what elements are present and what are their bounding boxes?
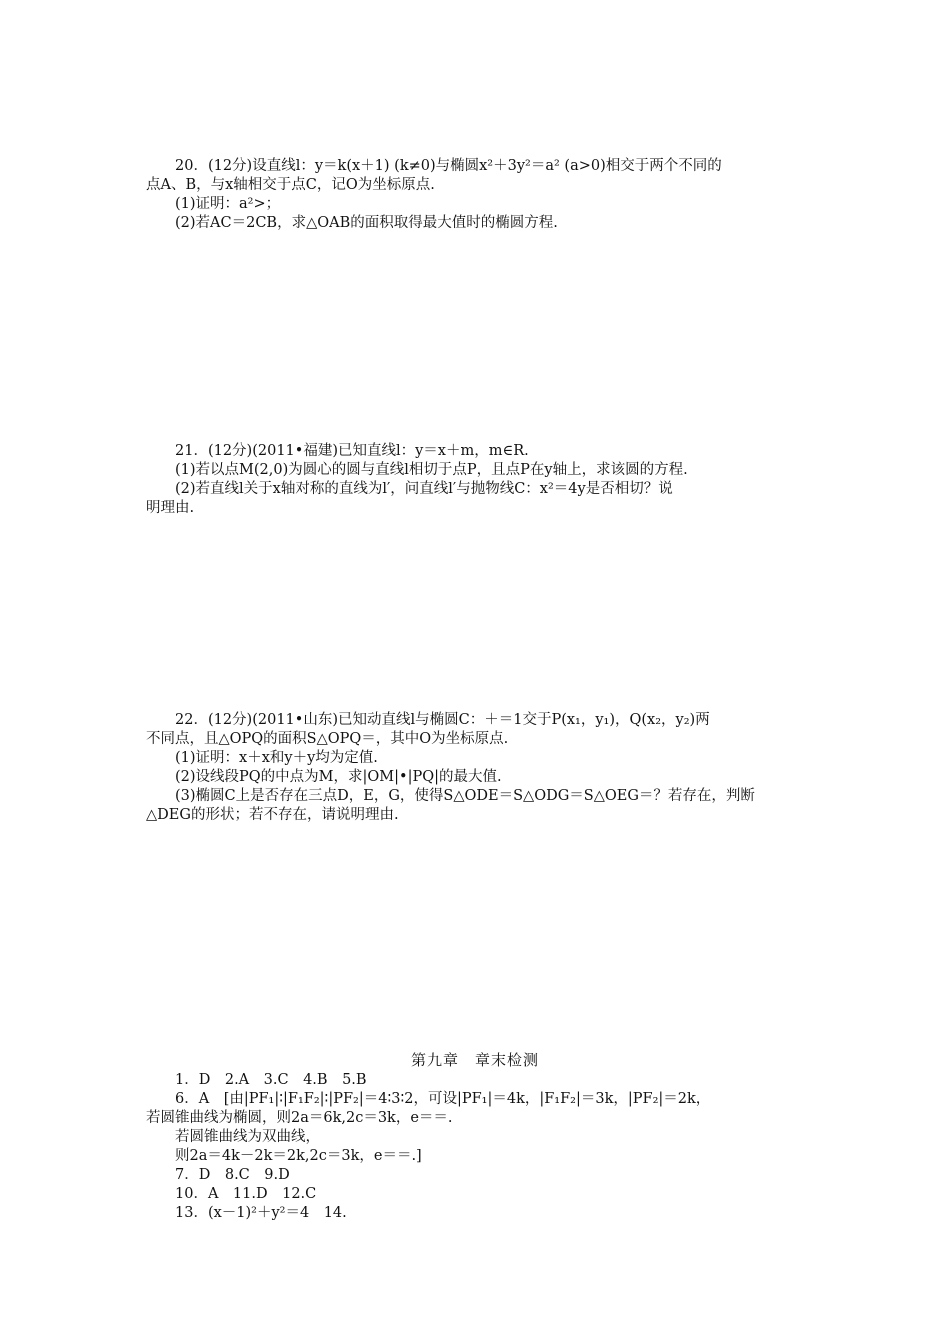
q20-line: 20．(12分)设直线l：y＝k(x＋1) (k≠0)与椭圆x²＋3y²＝a² (a>0)相交于两个不同的 [175,158,722,174]
question-22 [146,711,810,825]
answer-line: 10．A 11.D 12.C [175,1186,317,1202]
answer-key [146,1071,810,1223]
answer-line: 1．D 2.A 3.C 4.B 5.B [175,1072,367,1088]
question-20 [146,157,810,233]
q22-line: 不同点，且△OPQ的面积S△OPQ＝，其中O为坐标原点. [146,731,509,747]
q21-line: 21．(12分)(2011•福建)已知直线l：y＝x＋m，m∈R. [175,443,529,459]
q22-part-3: (3)椭圆C上是否存在三点D，E，G，使得S△ODE＝S△ODG＝S△OEG＝？若存在，判断 [175,788,755,804]
answer-line: 13．(x－1)²＋y²＝4 14. [175,1205,347,1221]
q22-part-1: (1)证明：x＋x和y＋y均为定值. [175,750,378,766]
answer-line: 若圆锥曲线为双曲线， [175,1129,320,1145]
answers-title: 第九章 章末检测 [410,1051,539,1069]
q21-part-2: (2)若直线l关于x轴对称的直线为l′，问直线l′与抛物线C：x²＝4y是否相切？说 [175,481,673,497]
answer-line: 则2a＝4k－2k＝2k,2c＝3k，e＝＝.] [175,1148,422,1164]
question-21 [146,442,810,518]
q22-part-2: (2)设线段PQ的中点为M，求|OM|•|PQ|的最大值. [175,769,502,785]
q20-part-2: (2)若AC＝2CB，求△OAB的面积取得最大值时的椭圆方程. [175,215,558,231]
q20-part-1: (1)证明：a²>； [175,196,281,212]
q20-line: 点A、B，与x轴相交于点C，记O为坐标原点. [146,177,435,193]
answer-line: 若圆锥曲线为椭圆，则2a＝6k,2c＝3k，e＝＝. [146,1110,453,1126]
q21-line: 明理由. [146,500,195,516]
q22-line: △DEG的形状；若不存在，请说明理由. [146,807,399,823]
answer-line: 6．A [由|PF₁|∶|F₁F₂|∶|PF₂|＝4∶3∶2，可设|PF₁|＝4k，|F₁F₂|＝3k，|PF₂|＝2k， [175,1091,711,1107]
q22-line: 22．(12分)(2011•山东)已知动直线l与椭圆C：＋＝1交于P(x₁，y₁)，Q(x₂，y₂)两 [175,712,710,728]
q21-part-1: (1)若以点M(2,0)为圆心的圆与直线l相切于点P，且点P在y轴上，求该圆的方程. [175,462,688,478]
answer-line: 7．D 8.C 9.D [175,1167,290,1183]
